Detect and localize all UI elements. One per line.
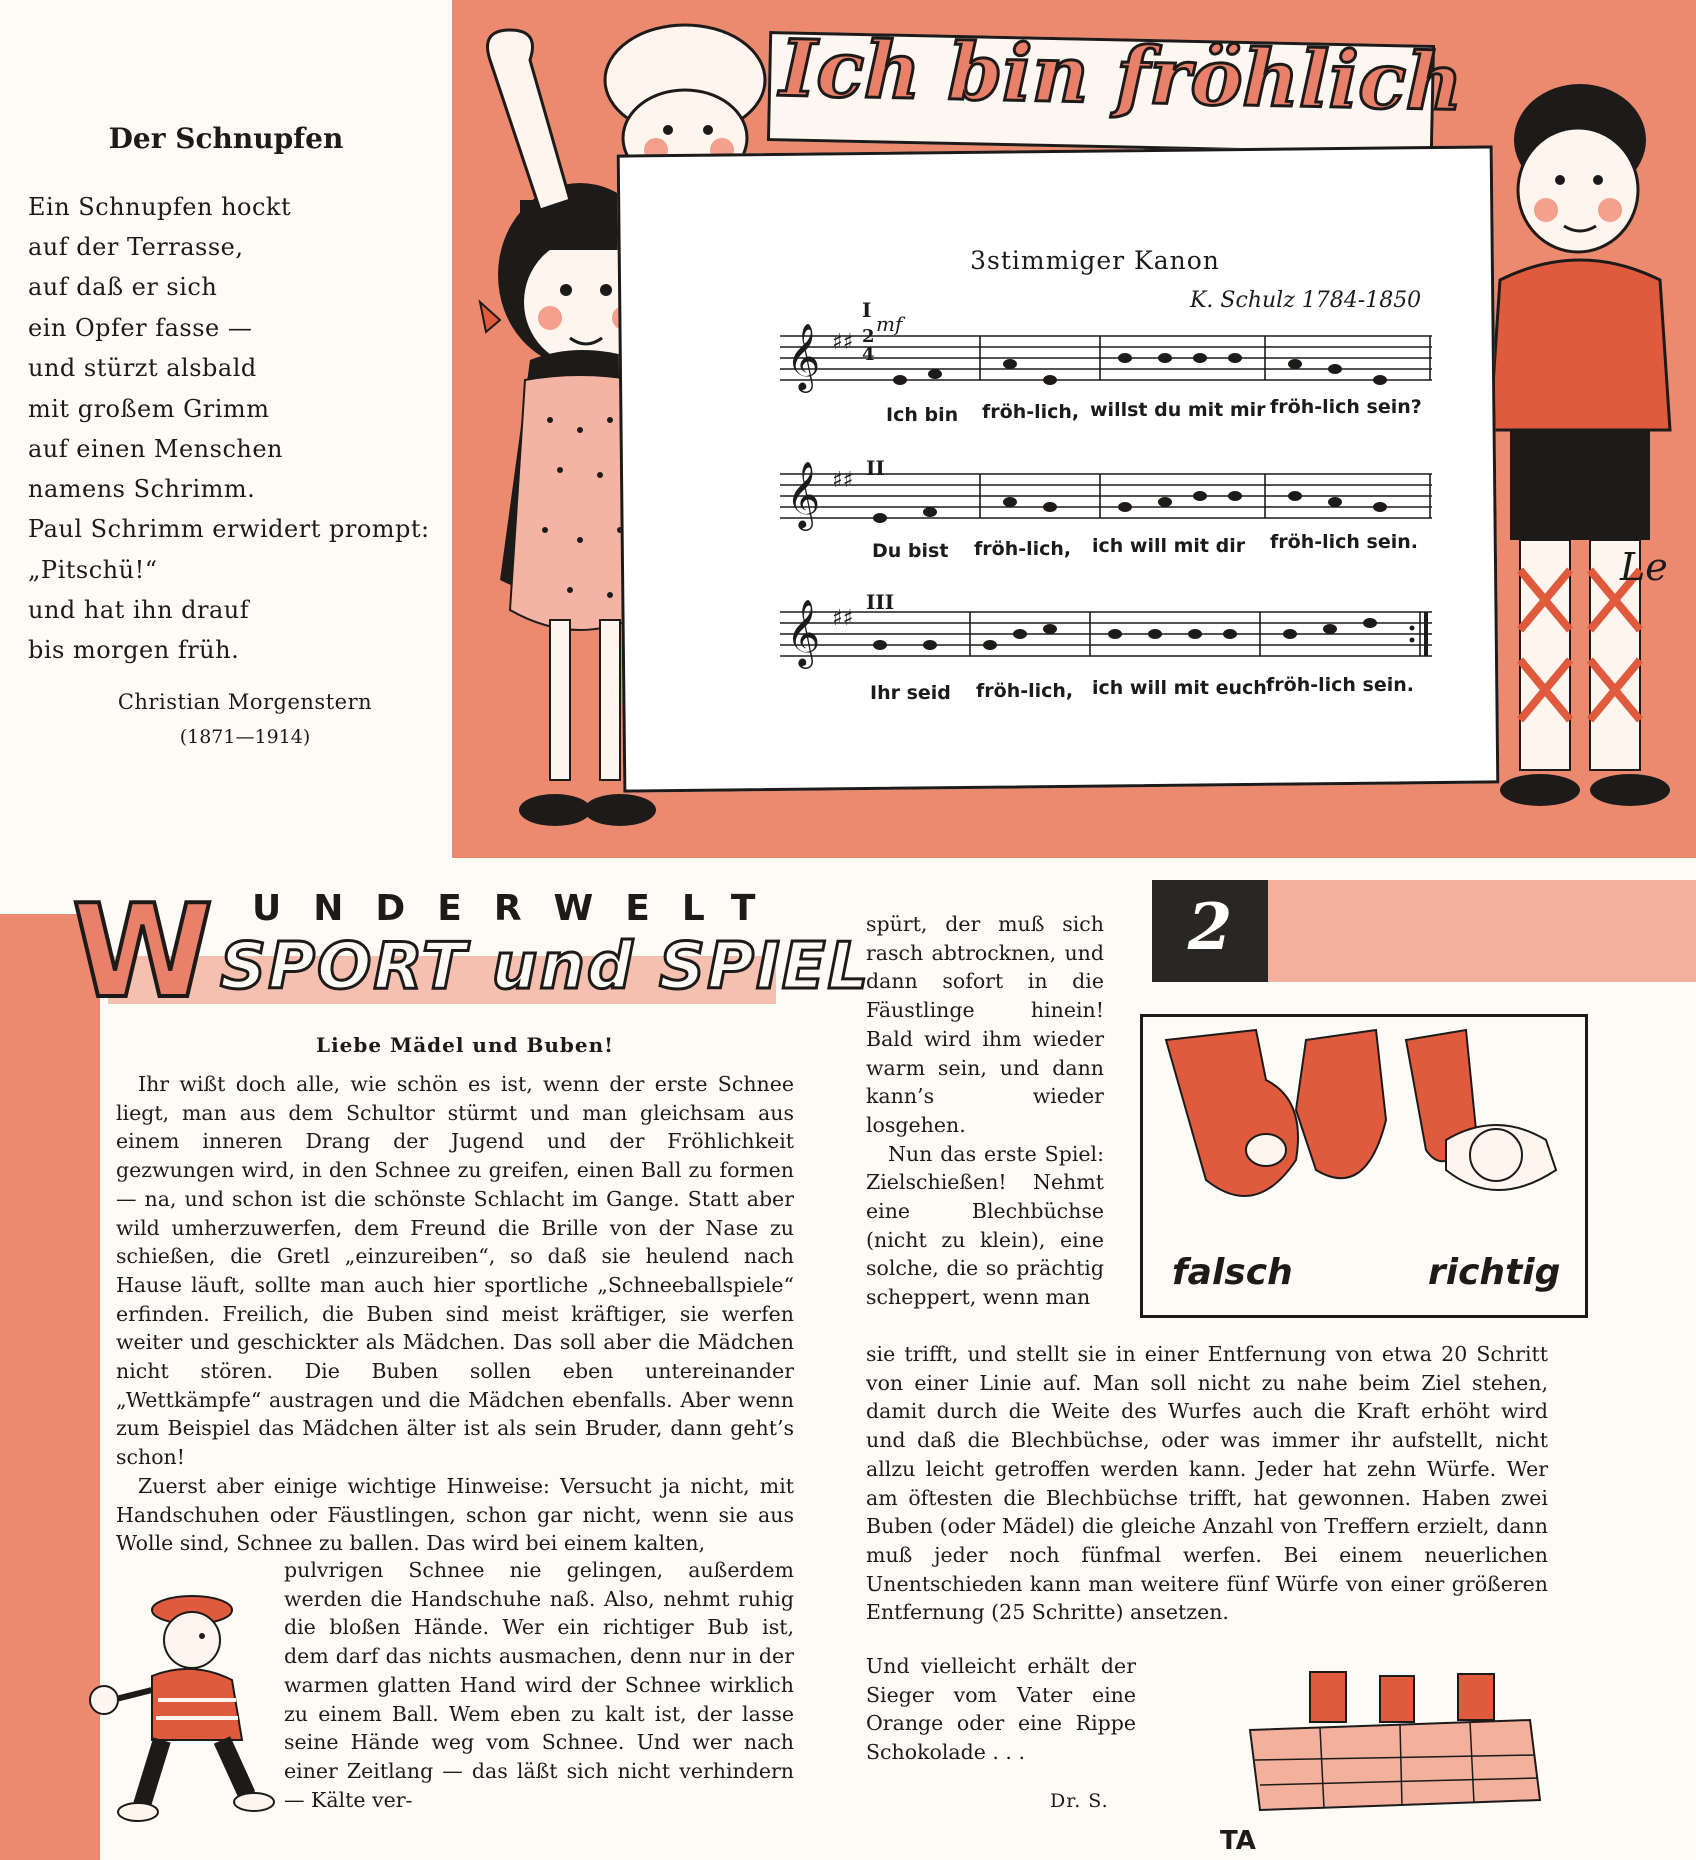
voice-numeral: II bbox=[866, 456, 885, 480]
time-signature: 2 4 bbox=[862, 326, 875, 365]
lyric: fröh-lich sein. bbox=[1270, 531, 1418, 553]
boy-right-illustration bbox=[1480, 70, 1696, 830]
music-staff bbox=[780, 604, 1432, 664]
music-staff bbox=[780, 328, 1432, 388]
poem-line: auf einen Menschen bbox=[28, 435, 284, 463]
poem-line: bis morgen früh. bbox=[28, 636, 240, 664]
article-greeting: Liebe Mädel und Buben! bbox=[316, 1033, 614, 1057]
label-right: richtig bbox=[1428, 1252, 1561, 1293]
lyric: fröh-lich sein. bbox=[1266, 674, 1414, 696]
poem-years: (1871—1914) bbox=[179, 726, 311, 748]
lyric: fröh-lich, bbox=[976, 680, 1074, 702]
article-column-1-continued: pulvrigen Schnee nie gelingen, außerdem werden die Handschuhe naß. Also, nehmt ruhig die bloßen Hände. Wer ein richtiger Bub ist, dem darf das nichts ausmachen, denn nur in der warmen glatten Hand wird der Schnee wirklich zu einem Ball. Wem eben zu kalt ist, der lasse seine Hände weg vom Schnee. Und wer nach einer Zeitlang — das läßt sich nicht verhindern — Kälte ver- bbox=[284, 1558, 794, 1812]
poem-author: Christian Morgenstern bbox=[117, 690, 373, 714]
treble-clef-icon: 𝄞 bbox=[786, 322, 821, 390]
treble-clef-icon: 𝄞 bbox=[786, 460, 821, 528]
article-column-1 bbox=[116, 1070, 794, 1558]
dynamic-marking: mf bbox=[876, 312, 903, 336]
article-paragraph: spürt, der muß sich rasch abtrocknen, und dann sofort in die Fäustlinge hinein! Bald wird ihm wieder warm sein, und dann kann’s wieder losgehen. bbox=[866, 912, 1104, 1137]
label-wrong: falsch bbox=[1172, 1252, 1293, 1293]
article-column-4: Und vielleicht erhält der Sieger vom Vater eine Orange oder eine Rippe Schokolade . . . bbox=[866, 1654, 1136, 1765]
lyric: willst du mit mir bbox=[1090, 399, 1266, 421]
poem-line: und hat ihn drauf bbox=[28, 596, 250, 624]
poem-line: namens Schrimm. bbox=[28, 475, 256, 503]
poem-line: „Pitschü!“ bbox=[28, 556, 158, 584]
lyric: ich will mit dir bbox=[1092, 535, 1246, 557]
article-paragraph: Nun das erste Spiel: Zielschießen! Nehmt eine Blechbüchse (nicht zu klein), eine solche, die so prächtig scheppert, wenn man bbox=[866, 1141, 1104, 1310]
article-signature: Dr. S. bbox=[1050, 1790, 1109, 1812]
music-staff bbox=[780, 466, 1432, 526]
article-column-2 bbox=[866, 910, 1104, 1312]
key-signature-icon: ♯♯ bbox=[832, 606, 854, 631]
logo-main-words: SPORT und SPIEL bbox=[220, 930, 871, 1004]
canon-subtitle: 3stimmiger Kanon bbox=[970, 246, 1220, 275]
logo-top-word: UNDERWELT bbox=[252, 888, 788, 929]
poem-line: Paul Schrimm erwidert prompt: bbox=[28, 515, 430, 543]
song-title: Ich bin fröhlich bbox=[779, 23, 1464, 129]
poem-line: auf daß er sich bbox=[28, 273, 218, 301]
boy-snowball-illustration bbox=[82, 1590, 282, 1830]
article-paragraph: Ihr wißt doch alle, wie schön es ist, wenn der erste Schnee liegt, man aus dem Schultor stürmt und man gleichsam aus einem inneren Drang der Jugend und der Fröhlichkeit gezwungen wird, in den Schnee zu greifen, einen Ball zu formen — na, und schon ist die schönste Schlacht im Gange. Statt aber wild umherzuwerfen, dem Freund die Brille von der Nase zu schießen, die Gretl „einzureiben“, so daß sie heulend nach Hause läuft, sollte man auch hier sportliche „Schneeballspiele“ erfinden. Freilich, die Buben sind meist kräftiger, sie werfen weiter und geschickter als Mädchen. Das soll aber die Mädchen nicht stören. Die Buben sollen eben untereinander „Wettkämpfe“ austragen und die Mädchen ebenfalls. Aber wenn zum Beispiel das Mädchen älter ist als sein Bruder, dann geht’s schon! bbox=[116, 1072, 794, 1470]
issue-number: 2 bbox=[1187, 890, 1233, 965]
lyric: fröh-lich, bbox=[974, 538, 1072, 560]
poem-line: Ein Schnupfen hockt bbox=[28, 193, 292, 221]
voice-numeral: III bbox=[866, 590, 895, 614]
article-column-3: sie trifft, und stellt sie in einer Entfernung von etwa 20 Schritt von einer Linie auf. Man soll nicht zu nahe beim Ziel stehen, damit durch die Weite des Wurfes auch die Kraft erhöht wird und daß die Blechbüchse, oder was immer ihr aufstellt, nicht allzu leicht getroffen werden kann. Jeder hat zehn Würfe. Wer am öftesten die Blechbüchse trifft, hat gewonnen. Haben zwei Buben (oder Mädel) die gleiche Anzahl von Treffern erzielt, dann muß jeder noch fünfmal werfen. Bei einem neuerlichen Unentschieden kann man weitere fünf Würfe von einer größeren Entfernung (25 Schritte) ansetzen. bbox=[866, 1342, 1548, 1625]
key-signature-icon: ♯♯ bbox=[832, 330, 854, 355]
poem-title: Der Schnupfen bbox=[108, 122, 344, 155]
right-pink-band bbox=[1268, 880, 1696, 982]
poem-line: und stürzt alsbald bbox=[28, 354, 257, 382]
poem-line: mit großem Grimm bbox=[28, 395, 270, 423]
lyric: Ihr seid bbox=[870, 682, 951, 704]
section-divider bbox=[0, 858, 1696, 880]
poem-line: ein Opfer fasse — bbox=[28, 314, 253, 342]
tin-cans-on-wall-illustration bbox=[1240, 1660, 1560, 1850]
treble-clef-icon: 𝄞 bbox=[786, 598, 821, 666]
lyric: Du bist bbox=[872, 540, 949, 562]
voice-numeral: I bbox=[862, 298, 872, 322]
artist-initials: Le bbox=[1620, 545, 1668, 589]
artist-initials: TA bbox=[1220, 1826, 1256, 1856]
key-signature-icon: ♯♯ bbox=[832, 468, 854, 493]
article-paragraph: Zuerst aber einige wichtige Hinweise: Versucht ja nicht, mit Handschuhen oder Fäustlingen, schon gar nicht, wenn sie aus Wolle sind, Schnee zu ballen. Das wird bei einem kalten, bbox=[116, 1473, 794, 1556]
composer: K. Schulz 1784-1850 bbox=[1190, 288, 1422, 313]
lyric: Ich bin bbox=[886, 404, 959, 426]
mitten-hands-drawing bbox=[1146, 1020, 1576, 1240]
lyric: ich will mit euch bbox=[1092, 677, 1267, 699]
lyric: fröh-lich sein? bbox=[1270, 396, 1422, 418]
poem-line: auf der Terrasse, bbox=[28, 233, 244, 261]
logo-initial: W bbox=[72, 878, 214, 1027]
lyric: fröh-lich, bbox=[982, 401, 1080, 423]
